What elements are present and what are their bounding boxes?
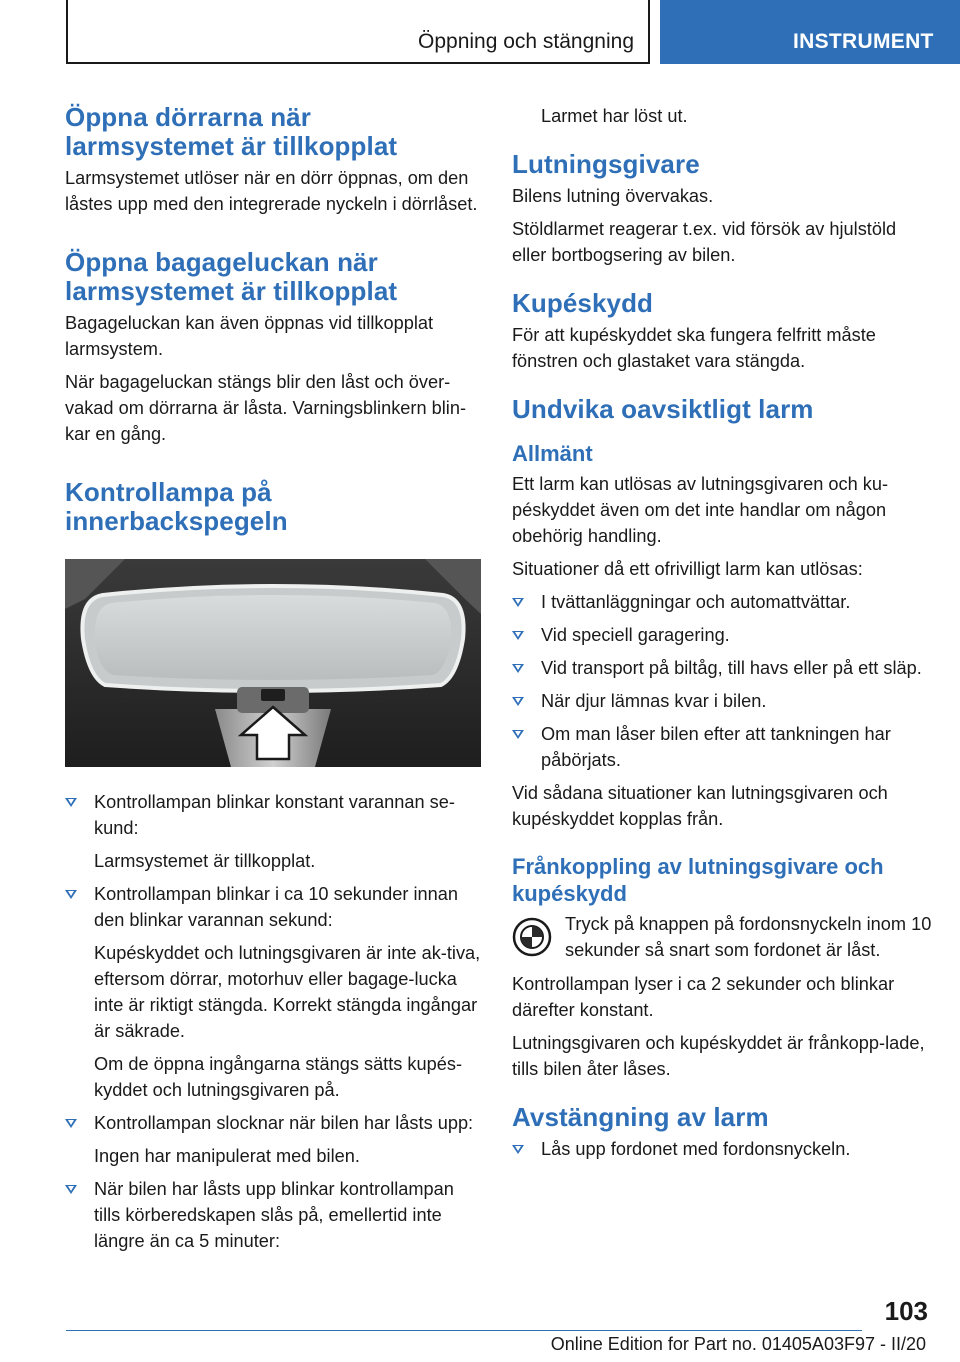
key-instruction [512,911,932,963]
list-item: Lås upp fordonet med fordonsnyckeln. [512,1136,932,1162]
indicator-list [65,789,483,1254]
footer-divider [66,1330,862,1331]
triangle-bullet-icon [65,798,77,807]
bmw-key-icon [512,917,552,957]
triangle-bullet-icon [512,598,524,607]
triangle-bullet-icon [512,631,524,640]
triangle-bullet-icon [512,730,524,739]
list-item: I tvättanläggningar och automattvättar. [512,589,932,615]
page-header [0,0,960,66]
triangle-bullet-icon [65,1119,77,1128]
continued-text: Larmet har löst ut. [541,106,688,126]
header-section-title: Öppning och stängning [418,30,634,53]
list-item: När djur lämnas kvar i bilen. [512,688,932,714]
key-instruction-text: Tryck på knappen på fordonsnyckeln inom 10 sekunder så snart som fordonet är låst. [565,914,932,960]
left-column [65,103,483,1261]
heading-tilt-sensor: Lutningsgivare [512,149,700,179]
situation-list [512,589,932,773]
paragraph: Situationer då ett ofrivilligt larm kan utlösas: [512,559,863,579]
triangle-bullet-icon [65,1185,77,1194]
list-item: Om man låser bilen efter att tankningen har påbörjats. [512,721,932,773]
paragraph: Bagageluckan kan även öppnas vid tillkopplat larmsystem. [65,313,434,359]
heading-open-doors: Öppna dörrarna när larmsystemet är tillkopplat [65,102,398,161]
paragraph: När bagageluckan stängs blir den låst och över-vakad om dörrarna är låsta. Varningsblinkern blin-kar en gång. [65,372,466,444]
heading-indicator-lamp: Kontrollampa på innerbackspegeln [65,477,288,536]
heading-cabin-protection: Kupéskydd [512,288,654,318]
list-item-detail: Kupéskyddet och lutningsgivaren är inte ak-tiva, eftersom dörrar, motorhuv eller bagage-lucka inte är riktigt stängda. Korrekt stängda ingångar är säkrade. [94,943,481,1041]
list-item: Vid speciell garagering. [512,622,932,648]
triangle-bullet-icon [512,664,524,673]
list-item-detail: Ingen har manipulerat med bilen. [94,1146,360,1166]
triangle-bullet-icon [512,1145,524,1154]
triangle-bullet-icon [65,890,77,899]
paragraph: Bilens lutning övervakas. [512,186,714,206]
paragraph: Kontrollampan lyser i ca 2 sekunder och blinkar därefter konstant. [512,974,895,1020]
subheading-disconnect: Frånkoppling av lutningsgivare och kupéskydd [512,854,884,906]
header-chapter-tab: INSTRUMENT [660,0,960,64]
list-item: Vid transport på biltåg, till havs eller på ett släp. [512,655,932,681]
list-item-detail: Larmsystemet är tillkopplat. [94,851,316,871]
list-item-detail: Om de öppna ingångarna stängs sätts kupés-kyddet och lutningsgivaren på. [94,1054,463,1100]
list-item: När bilen har låsts upp blinkar kontrollampan tills körberedskapen slås på, emellertid inte längre än ca 5 minuter: [65,1176,483,1254]
list-item: Kontrollampan blinkar konstant varannan se-kund: Larmsystemet är tillkopplat. [65,789,483,874]
subheading-general: Allmänt [512,441,593,466]
edition-footer: Online Edition for Part no. 01405A03F97 - II/20 [550,1334,926,1354]
heading-open-trunk: Öppna bagageluckan när larmsystemet är tillkopplat [65,247,398,306]
heading-alarm-off: Avstängning av larm [512,1102,769,1132]
paragraph: Stöldlarmet reagerar t.ex. vid försök av hjulstöld eller bortbogsering av bilen. [512,219,897,265]
page-number: 103 [884,1296,928,1326]
paragraph: Larmsystemet utlöser när en dörr öppnas, om den låstes upp med den integrerade nyckeln i dörrlåset. [65,168,478,214]
list-item: Kontrollampan blinkar i ca 10 sekunder innan den blinkar varannan sekund: Kupéskyddet och lutningsgivaren är inte ak-tiva, eftersom dörrar, motorhuv eller bagage-lucka inte är riktigt stängda. Korrekt stängda ingångar är säkrade. Om de öppna ingångarna stängs sätts kupés-kyddet och lutningsgivaren på. [65,881,483,1103]
triangle-bullet-icon [512,697,524,706]
paragraph: Lutningsgivaren och kupéskyddet är frånkopp-lade, tills bilen åter låses. [512,1033,925,1079]
paragraph: Vid sådana situationer kan lutningsgivaren och kupéskyddet kopplas från. [512,783,888,829]
paragraph: För att kupéskyddet ska fungera felfritt måste fönstren och glastaket vara stängda. [512,325,876,371]
heading-avoid-false-alarm: Undvika oavsiktligt larm [512,394,814,424]
header-section-box [66,0,650,64]
right-column [512,103,932,1169]
paragraph: Ett larm kan utlösas av lutningsgivaren och ku-péskyddet även om det inte handlar om någon obehörig handling. [512,474,889,546]
rearview-mirror-image [65,559,481,767]
rearview-mirror-illustration [65,559,481,767]
alarm-off-list [512,1136,932,1162]
list-item: Kontrollampan slocknar när bilen har låsts upp: Ingen har manipulerat med bilen. [65,1110,483,1169]
